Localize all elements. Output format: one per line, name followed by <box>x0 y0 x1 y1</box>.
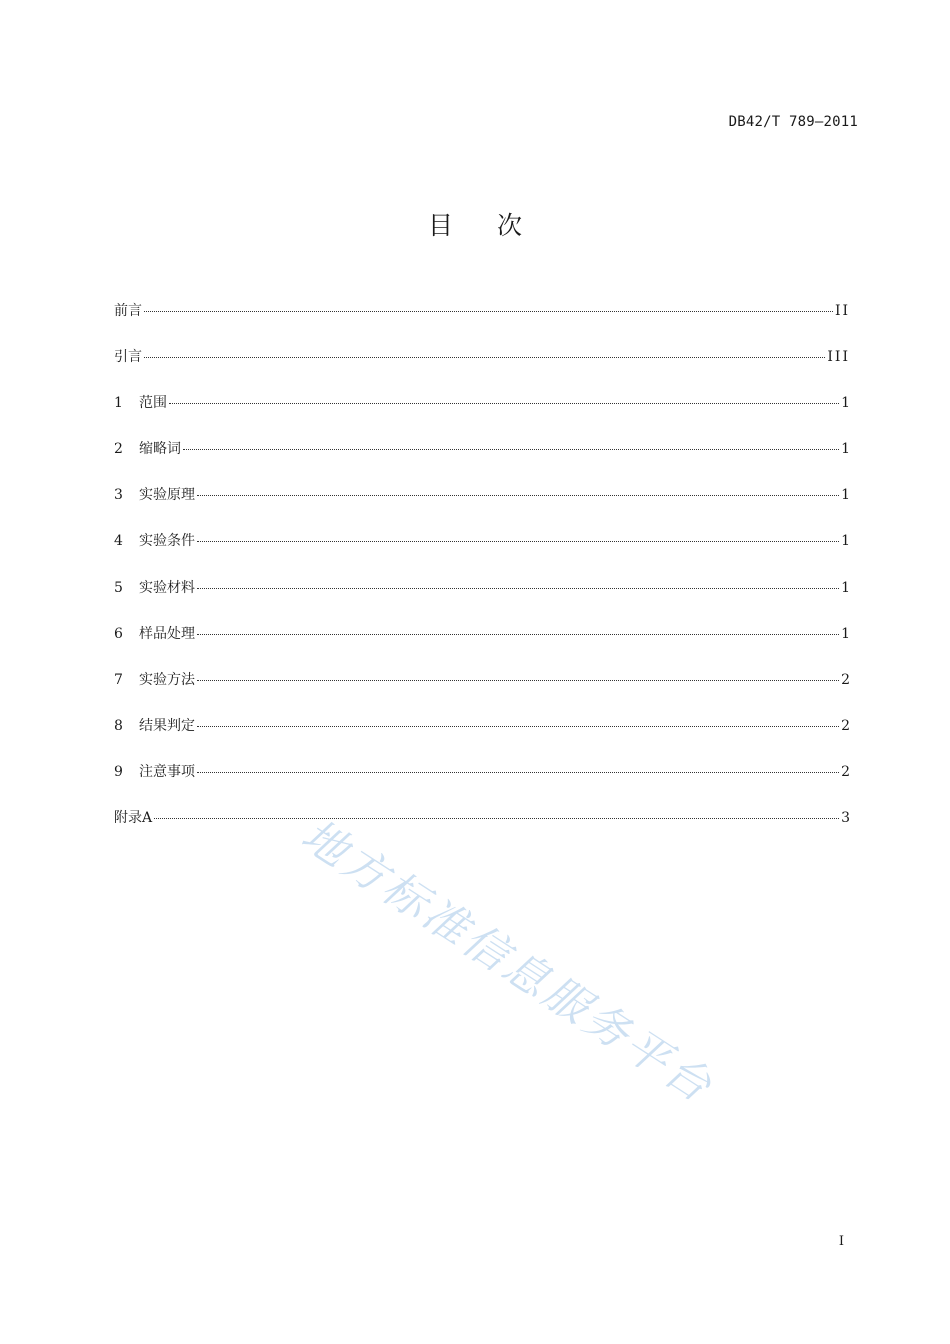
toc-leader-dots <box>144 357 825 358</box>
toc-entry-label: 范围 <box>139 395 167 412</box>
toc-leader-dots <box>197 588 839 589</box>
toc-entry-number: 1 <box>114 395 123 412</box>
toc-entry-introduction[interactable] <box>114 346 850 392</box>
toc-leader-dots <box>197 541 839 542</box>
toc-entry-number: 2 <box>114 441 123 458</box>
toc-leader-dots <box>169 403 839 404</box>
toc-entry-1[interactable] <box>114 392 850 438</box>
table-of-contents <box>114 300 850 853</box>
toc-entry-appendix-a[interactable] <box>114 807 850 853</box>
toc-entry-foreword[interactable] <box>114 300 850 346</box>
toc-leader-dots <box>183 449 839 450</box>
toc-entry-label: 实验条件 <box>139 533 195 550</box>
toc-entry-9[interactable] <box>114 761 850 807</box>
toc-entry-number: 5 <box>114 579 123 596</box>
toc-entry-label: 结果判定 <box>139 717 195 734</box>
toc-entry-page: 2 <box>841 671 850 688</box>
toc-entry-number: 4 <box>114 533 123 550</box>
toc-leader-dots <box>154 818 839 819</box>
toc-entry-number: 6 <box>114 625 123 642</box>
toc-entry-number: 7 <box>114 671 123 688</box>
toc-entry-page: 1 <box>841 395 850 412</box>
toc-entry-number: 8 <box>114 717 123 734</box>
toc-leader-dots <box>144 311 833 312</box>
toc-entry-3[interactable] <box>114 484 850 530</box>
toc-entry-page: 1 <box>841 533 850 550</box>
toc-entry-page: 1 <box>841 487 850 504</box>
page-title: 目次 <box>427 211 566 240</box>
toc-leader-dots <box>197 726 839 727</box>
toc-entry-page: 1 <box>841 441 850 458</box>
toc-entry-label: 实验材料 <box>139 579 195 596</box>
toc-entry-label: 引言 <box>114 349 142 366</box>
toc-entry-number: 3 <box>114 487 123 504</box>
toc-entry-number: 9 <box>114 763 123 780</box>
toc-entry-label: 样品处理 <box>139 625 195 642</box>
toc-entry-page: 1 <box>841 625 850 642</box>
toc-entry-7[interactable] <box>114 669 850 715</box>
toc-entry-page: 2 <box>841 763 850 780</box>
toc-entry-label: 注意事项 <box>139 763 195 780</box>
toc-entry-label: 缩略词 <box>139 441 181 458</box>
toc-entry-page: 1 <box>841 579 850 596</box>
document-code: DB42/T 789—2011 <box>728 114 858 130</box>
toc-entry-6[interactable] <box>114 623 850 669</box>
toc-entry-label: 附录A <box>114 810 153 827</box>
toc-leader-dots <box>197 634 839 635</box>
toc-entry-label: 前言 <box>114 303 142 319</box>
toc-entry-label: 实验方法 <box>139 671 195 688</box>
toc-entry-page: II <box>834 303 850 319</box>
toc-entry-page: 2 <box>841 717 850 734</box>
toc-entry-label: 实验原理 <box>139 487 195 504</box>
page-number: I <box>838 1234 844 1249</box>
watermark: 地方标准信息服务平台 <box>292 809 723 1114</box>
toc-entry-5[interactable] <box>114 577 850 623</box>
toc-leader-dots <box>197 772 839 773</box>
toc-entry-4[interactable] <box>114 530 850 576</box>
toc-entry-8[interactable] <box>114 715 850 761</box>
toc-leader-dots <box>197 680 839 681</box>
toc-entry-page: III <box>827 349 850 366</box>
toc-entry-page: 3 <box>841 810 850 827</box>
toc-leader-dots <box>197 495 839 496</box>
toc-entry-2[interactable] <box>114 438 850 484</box>
